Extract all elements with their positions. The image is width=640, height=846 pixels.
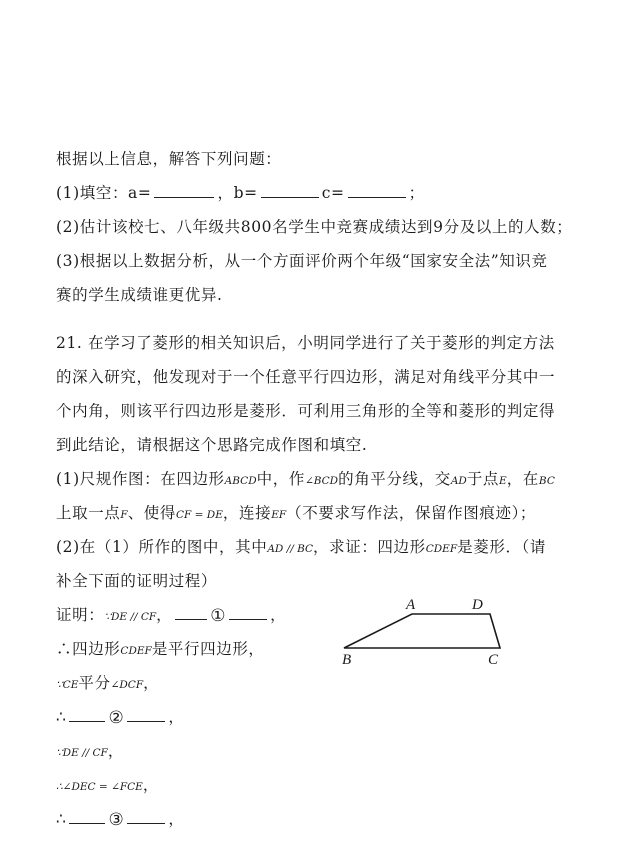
intro-text: 根据以上信息，解答下列问题：	[56, 150, 282, 168]
step2-text-b: 、使得	[127, 504, 177, 522]
proof-line1	[56, 604, 286, 628]
math-f: F	[120, 509, 128, 521]
step1-text-a: (1)尺规作图：在四边形	[56, 470, 225, 488]
math-ad: AD	[450, 475, 467, 487]
vertex-label-d: D	[472, 597, 483, 613]
math-bc: BC	[538, 475, 555, 487]
part2-text-b: ，求证：四边形	[313, 538, 426, 556]
proof-line3	[56, 672, 159, 696]
proof-comma-7: ，	[168, 810, 185, 828]
q20-part3-line1: (3)根据以上数据分析，从一个方面评价两个年级“国家安全法”知识竞	[56, 252, 548, 270]
math-ad-parallel-bc: AD // BC	[267, 543, 314, 555]
circled-three: ③	[108, 810, 125, 830]
proof-math-angle-equal: ∴∠DEC = ∠FCE	[56, 781, 143, 793]
blank-1-left[interactable]	[175, 604, 207, 620]
proof-text-bisect: 平分	[78, 674, 111, 692]
proof-text: ∴四边形	[56, 640, 121, 658]
math-cdef: CDEF	[425, 543, 458, 555]
blank-c[interactable]	[348, 182, 406, 198]
blank-3-left[interactable]	[69, 808, 105, 824]
blank-3-right[interactable]	[127, 808, 165, 824]
proof-line6	[56, 774, 159, 798]
vertex-label-b: B	[342, 652, 352, 668]
math-cf-eq-de: CF = DE	[176, 509, 223, 521]
step2-text-a: 上取一点	[56, 504, 121, 522]
proof-math-ce: ∵CE	[56, 679, 79, 691]
therefore-symbol-2: ∴	[56, 810, 67, 828]
circled-two: ②	[108, 708, 125, 728]
step1-text-d: 于点	[466, 470, 500, 488]
proof-comma-4: ，	[168, 708, 185, 726]
proof-label: 证明：	[56, 606, 105, 624]
step2-text-c: ，连接	[222, 504, 272, 522]
vertex-label-c: C	[488, 652, 499, 668]
blank-b[interactable]	[261, 182, 319, 198]
part2-text-a: (2)在（1）所作的图中，其中	[56, 538, 268, 556]
q21-step1-line2	[56, 502, 536, 526]
blank-a[interactable]	[154, 182, 214, 198]
part1-end: ；	[408, 184, 425, 202]
math-ef: EF	[271, 509, 287, 521]
proof-line7	[56, 808, 184, 831]
part1-b-label: ，b=	[217, 184, 258, 202]
proof-line4	[56, 706, 184, 729]
step2-text-d: （不要求写作法，保留作图痕迹）；	[286, 504, 537, 522]
q20-part2: (2)估计该校七、八年级共800名学生中竞赛成绩达到9分及以上的人数；	[56, 218, 573, 236]
q21-part2-line1	[56, 536, 546, 560]
blank-2-right[interactable]	[127, 706, 165, 722]
q21-step1-line1	[56, 468, 555, 492]
q20-part3-line2: 赛的学生成绩谁更优异.	[56, 286, 223, 304]
math-abcd: ABCD	[224, 475, 257, 487]
proof-comma-3: ，	[143, 674, 160, 692]
quadrilateral-shape	[344, 614, 500, 648]
step1-text-b: 中，作	[256, 470, 305, 488]
step1-text-f: ，在	[506, 470, 539, 488]
q20-part1	[56, 182, 425, 204]
therefore-symbol: ∴	[56, 708, 67, 726]
proof-comma-6: ，	[142, 776, 159, 794]
circled-one: ①	[210, 606, 227, 626]
proof-line2	[56, 638, 265, 662]
math-angle-bcd: ∠BCD	[304, 475, 339, 487]
math-e: E	[499, 475, 507, 487]
part2-text-c: 是菱形．（请	[457, 538, 546, 556]
proof-math-angle-dcf: ∠DCF	[110, 679, 144, 691]
blank-2-left[interactable]	[69, 706, 105, 722]
proof-math-de-parallel-cf: ∵DE // CF	[56, 747, 108, 759]
q21-line1: 21. 在学习了菱形的相关知识后，小明同学进行了关于菱形的判定方法	[56, 334, 555, 352]
part1-a-label: (1)填空：a=	[56, 184, 152, 202]
q21-line3: 个内角，则该平行四边形是菱形．可利用三角形的全等和菱形的判定得	[56, 402, 556, 420]
proof-comma-5: ，	[107, 742, 124, 760]
part1-c-label: c=	[321, 184, 345, 202]
blank-1-right[interactable]	[229, 604, 267, 620]
q21-part2-line2: 补全下面的证明过程）	[56, 572, 218, 590]
q21-line2: 的深入研究，他发现对于一个任意平行四边形，满足对角线平分其中一	[56, 368, 556, 386]
proof-comma: ，	[156, 606, 173, 624]
q21-line4: 到此结论，请根据这个思路完成作图和填空.	[56, 436, 368, 454]
step1-text-c: 的角平分线，交	[338, 470, 451, 488]
proof-math-cdef: CDEF	[120, 645, 152, 657]
proof-comma-2: ，	[270, 606, 287, 624]
vertex-label-a: A	[406, 597, 416, 613]
proof-text-2: 是平行四边形，	[151, 640, 265, 658]
quadrilateral-figure	[338, 596, 508, 668]
proof-line5	[56, 740, 124, 764]
proof-math-1: ∵DE // CF	[104, 611, 157, 623]
